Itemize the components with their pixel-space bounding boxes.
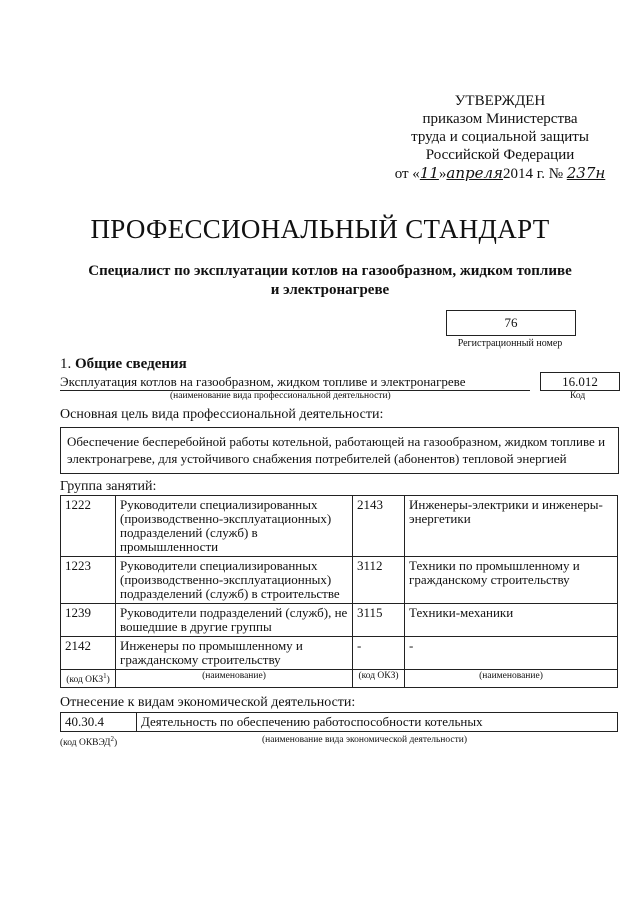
okz-name: - xyxy=(405,637,618,670)
okved-label: Отнесение к видам экономической деятельности: xyxy=(60,695,356,710)
goal-label: Основная цель вида профессиональной деятельности: xyxy=(60,407,384,422)
subtitle-line-2: и электронагреве xyxy=(270,282,390,298)
section-number: 1. xyxy=(60,356,72,372)
table-row xyxy=(61,713,618,732)
okz-code: 2143 xyxy=(353,496,405,557)
subtitle-line-1: Специалист по эксплуатации котлов на газообразном, жидком топливе xyxy=(88,263,572,279)
okz-code: 1239 xyxy=(61,604,116,637)
okved-name-caption: (наименование вида экономической деятельности) xyxy=(262,735,467,745)
approval-ministry-line: труда и социальной защиты xyxy=(411,129,589,145)
order-number: 237н xyxy=(566,164,606,182)
okz-name: Инженеры-электрики и инженеры-энергетики xyxy=(405,496,618,557)
date-prefix: от « xyxy=(394,166,420,182)
occupation-group-label: Группа занятий: xyxy=(60,479,157,494)
okved-name: Деятельность по обеспечению работоспособности котельных xyxy=(137,713,618,732)
table-row xyxy=(61,637,618,670)
date-day: 11 xyxy=(419,164,439,182)
okz-name-caption: (наименование) xyxy=(116,670,353,688)
section-title: Общие сведения xyxy=(75,356,187,372)
okz-code: 1223 xyxy=(61,557,116,604)
okz-code: 3112 xyxy=(353,557,405,604)
okz-name: Инженеры по промышленному и гражданскому строительству xyxy=(116,637,353,670)
okz-code-caption: (код ОКЗ) xyxy=(353,670,405,688)
section-heading xyxy=(60,356,187,373)
activity-name-caption: (наименование вида профессиональной деятельности) xyxy=(170,391,391,401)
approval-country-line: Российской Федерации xyxy=(425,147,575,163)
table-row xyxy=(61,496,618,557)
approval-date-line xyxy=(380,164,620,183)
document-title: ПРОФЕССИОНАЛЬНЫЙ СТАНДАРТ xyxy=(90,214,550,244)
okz-name-caption: (наименование) xyxy=(405,670,618,688)
okz-name: Техники по промышленному и гражданскому строительству xyxy=(405,557,618,604)
registration-number-label: Регистрационный номер xyxy=(457,338,563,349)
date-month: апреля xyxy=(446,164,503,182)
okved-table xyxy=(60,712,618,732)
goal-text: Обеспечение бесперебойной работы котельной, работающей на газообразном, жидком топливе и электронагреве, для устойчивого снабжения потребителей (абонентов) тепловой энергией xyxy=(60,427,619,474)
approval-block xyxy=(380,92,620,183)
activity-name: Эксплуатация котлов на газообразном, жидком топливе и электронагреве xyxy=(60,374,530,391)
approval-title: УТВЕРЖДЕН xyxy=(454,93,546,109)
okz-code-caption: (код ОКЗ$^1$) xyxy=(61,670,116,688)
okz-code: - xyxy=(353,637,405,670)
okz-name: Руководители специализированных (производственно-эксплуатационных) подразделений (служб) в промышленности xyxy=(116,496,353,557)
okz-name: Руководители специализированных (производственно-эксплуатационных) подразделений (служб) в строительстве xyxy=(116,557,353,604)
approval-order-line: приказом Министерства xyxy=(422,111,578,127)
date-mid: » xyxy=(438,166,447,182)
okz-name: Техники-механики xyxy=(405,604,618,637)
table-row xyxy=(61,604,618,637)
okz-code: 2142 xyxy=(61,637,116,670)
occupation-table xyxy=(60,495,618,688)
activity-code: 16.012 xyxy=(540,372,620,391)
document-subtitle xyxy=(40,262,620,300)
okz-name: Руководители подразделений (служб), не вошедшие в другие группы xyxy=(116,604,353,637)
okz-code: 1222 xyxy=(61,496,116,557)
okz-code: 3115 xyxy=(353,604,405,637)
registration-number-box: 76 xyxy=(446,310,576,336)
okved-code: 40.30.4 xyxy=(61,713,137,732)
table-caption-row xyxy=(61,670,618,688)
table-row xyxy=(61,557,618,604)
okved-code-caption: (код ОКВЭД$^2$) xyxy=(60,735,118,749)
activity-code-caption: Код xyxy=(570,391,586,401)
date-year: 2014 г. № xyxy=(502,166,564,182)
